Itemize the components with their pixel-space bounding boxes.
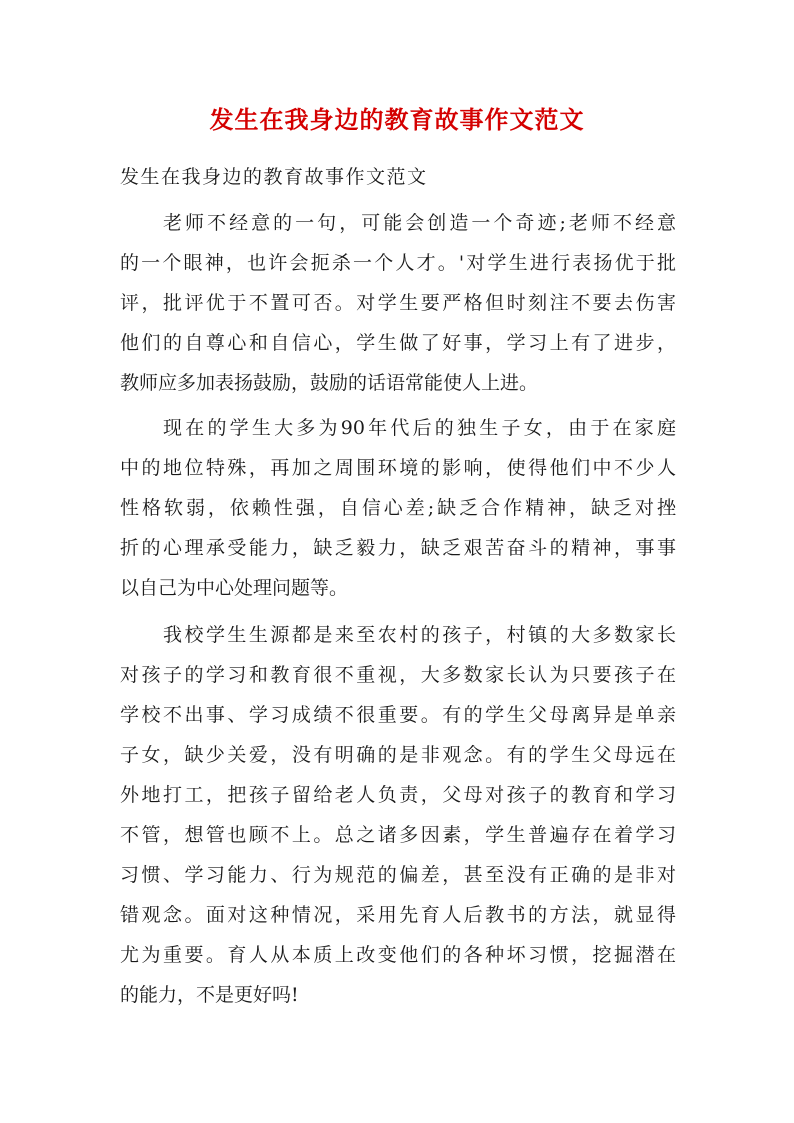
paragraph-2-line-4: 折的心理承受能力，缺乏毅力，缺乏艰苦奋斗的精神，事事 [120, 537, 676, 559]
paragraph-3-line-7: 习惯、学习能力、行为规范的偏差，甚至没有正确的是非对 [120, 864, 676, 886]
paragraph-2-line-2: 中的地位特殊，再加之周围环境的影响，使得他们中不少人 [120, 457, 676, 479]
paragraph-2-line-1: 现在的学生大多为90年代后的独生子女，由于在家庭 [163, 417, 676, 439]
paragraph-3-line-5: 外地打工，把孩子留给老人负责，父母对孩子的教育和学习 [120, 784, 676, 806]
paragraph-3-line-1: 我校学生生源都是来至农村的孩子，村镇的大多数家长 [163, 624, 676, 646]
paragraph-1-line-2: 的一个眼神，也许会扼杀一个人才。'对学生进行表扬优于批 [120, 252, 676, 274]
paragraph-3-line-2: 对孩子的学习和教育很不重视，大多数家长认为只要孩子在 [120, 664, 676, 686]
document-subtitle: 发生在我身边的教育故事作文范文 [120, 166, 428, 188]
paragraph-2-line-5: 以自己为中心处理问题等。 [120, 577, 349, 599]
paragraph-3-line-8: 错观念。面对这种情况，采用先育人后教书的方法，就显得 [120, 904, 676, 926]
paragraph-3-line-10: 的能力，不是更好吗! [120, 984, 299, 1006]
paragraph-1-line-4: 他们的自尊心和自信心，学生做了好事，学习上有了进步， [120, 332, 676, 354]
paragraph-1-line-1: 老师不经意的一句，可能会创造一个奇迹;老师不经意 [163, 212, 676, 234]
paragraph-3-line-9: 尤为重要。育人从本质上改变他们的各种坏习惯，挖掘潜在 [120, 944, 676, 966]
paragraph-2-line-3: 性格软弱，依赖性强，自信心差;缺乏合作精神，缺乏对挫 [120, 497, 676, 519]
paragraph-3-line-6: 不管，想管也顾不上。总之诸多因素，学生普遍存在着学习 [120, 824, 676, 846]
paragraph-3-line-4: 子女，缺少关爱，没有明确的是非观念。有的学生父母远在 [120, 744, 676, 766]
paragraph-1-line-3: 评，批评优于不置可否。对学生要严格但时刻注不要去伤害 [120, 292, 676, 314]
paragraph-3-line-3: 学校不出事、学习成绩不很重要。有的学生父母离异是单亲 [120, 704, 676, 726]
document-title: 发生在我身边的教育故事作文范文 [209, 105, 585, 134]
paragraph-1-line-5: 教师应多加表扬鼓励，鼓励的话语常能使人上进。 [120, 372, 539, 394]
